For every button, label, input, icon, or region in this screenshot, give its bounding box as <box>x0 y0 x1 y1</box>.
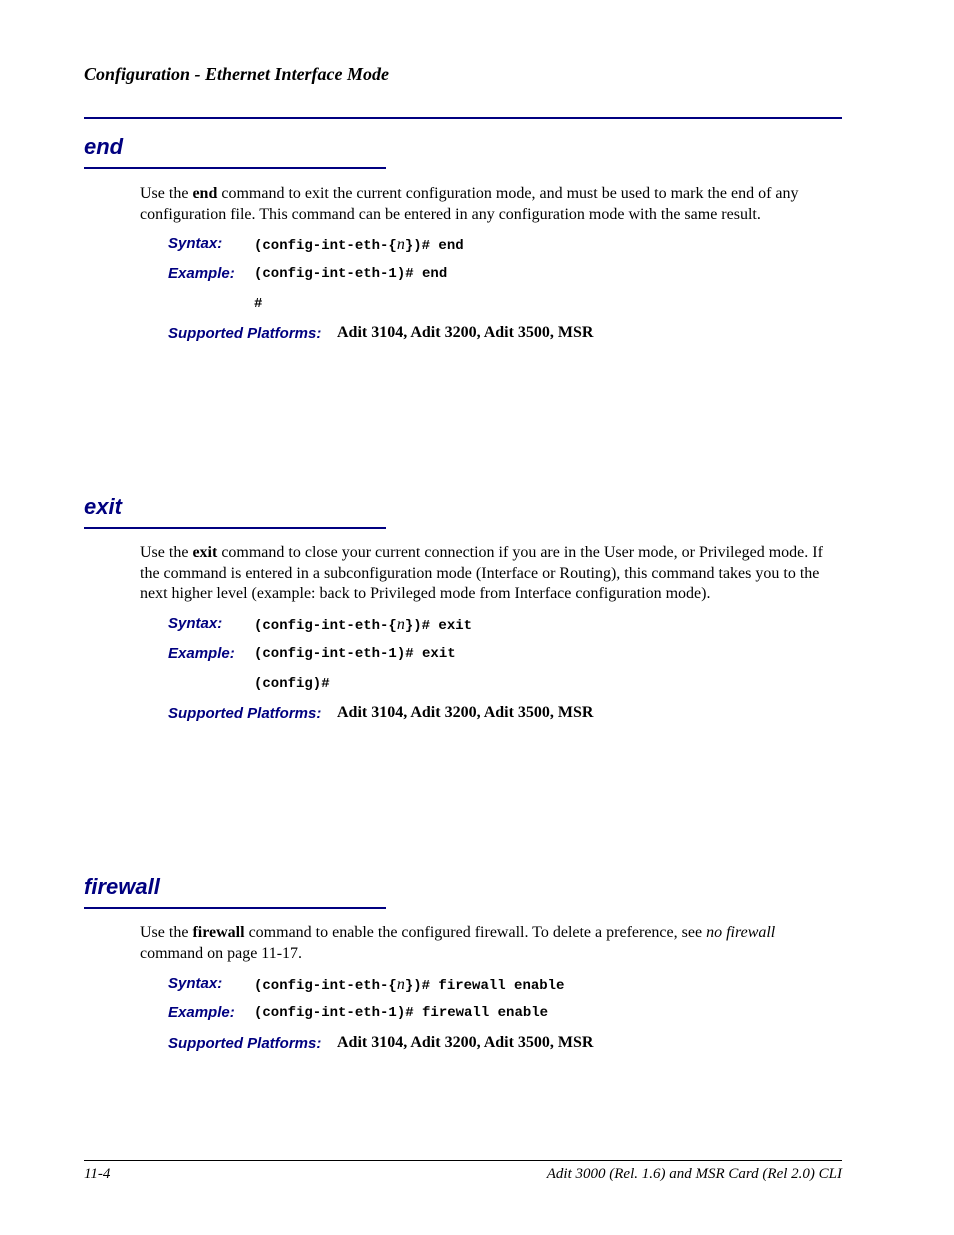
code-variable: n <box>396 236 405 253</box>
example-label: Example: <box>168 645 235 662</box>
description-firewall <box>140 923 840 964</box>
code-text: })# firewall enable <box>404 978 565 994</box>
section-title-exit: exit <box>84 494 122 519</box>
section-title-firewall: firewall <box>84 874 160 899</box>
description-text: command to close your current connection if you are in the User mode, or Privileged mode. If the command is entered in a subconfiguration mode (Interface or Routing), this command takes you to the next higher level (example: back to Privileged mode from Interface configuration mode). <box>140 544 823 602</box>
platforms-value: Adit 3104, Adit 3200, Adit 3500, MSR <box>337 1034 594 1051</box>
description-exit <box>140 543 840 605</box>
code-text: (config-int-eth-{ <box>254 978 397 994</box>
description-end <box>140 184 840 225</box>
section-title-end: end <box>84 134 124 159</box>
code-text: })# end <box>404 238 464 254</box>
platforms-label: Supported Platforms: <box>168 705 322 722</box>
example-code-line1: (config-int-eth-1)# end <box>254 266 448 282</box>
section-rule-end <box>84 167 386 169</box>
command-name: firewall <box>192 924 245 941</box>
footer-doc-title: Adit 3000 (Rel. 1.6) and MSR Card (Rel 2.0) CLI <box>546 1166 842 1182</box>
header-rule <box>84 117 842 119</box>
code-text: (config-int-eth-{ <box>254 238 397 254</box>
running-header: Configuration - Ethernet Interface Mode <box>84 64 390 84</box>
description-text: command to enable the configured firewall. To delete a preference, see <box>244 924 707 941</box>
syntax-code-firewall <box>254 976 564 994</box>
code-text: })# exit <box>404 618 473 634</box>
platforms-label: Supported Platforms: <box>168 325 322 342</box>
command-name: end <box>192 185 218 202</box>
example-code-line2: (config)# <box>254 676 330 692</box>
example-code-line2: # <box>254 296 263 312</box>
description-text: Use the <box>140 924 193 941</box>
syntax-code-exit <box>254 616 472 634</box>
code-text: (config-int-eth-{ <box>254 618 397 634</box>
description-text: command on page 11-17. <box>140 944 303 962</box>
section-rule-firewall <box>84 907 386 909</box>
footer-rule <box>84 1160 842 1161</box>
example-code-line1: (config-int-eth-1)# exit <box>254 646 456 662</box>
syntax-label: Syntax: <box>168 615 223 632</box>
code-variable: n <box>396 616 405 633</box>
page-number: 11-4 <box>84 1166 111 1182</box>
syntax-code-end <box>254 236 464 254</box>
description-text: Use the <box>140 544 193 561</box>
syntax-label: Syntax: <box>168 975 223 992</box>
example-code-line1: (config-int-eth-1)# firewall enable <box>254 1005 549 1021</box>
code-variable: n <box>396 976 405 993</box>
example-label: Example: <box>168 1004 235 1021</box>
syntax-label: Syntax: <box>168 235 223 252</box>
description-text: command to exit the current configuration mode, and must be used to mark the end of any configuration file. This command can be entered in any configuration mode with the same result. <box>140 185 799 223</box>
description-text: Use the <box>140 185 193 202</box>
cross-reference: no firewall <box>706 924 776 941</box>
section-rule-exit <box>84 527 386 529</box>
example-label: Example: <box>168 265 235 282</box>
command-name: exit <box>192 544 218 561</box>
platforms-label: Supported Platforms: <box>168 1035 322 1052</box>
platforms-value: Adit 3104, Adit 3200, Adit 3500, MSR <box>337 324 594 341</box>
platforms-value: Adit 3104, Adit 3200, Adit 3500, MSR <box>337 704 594 721</box>
